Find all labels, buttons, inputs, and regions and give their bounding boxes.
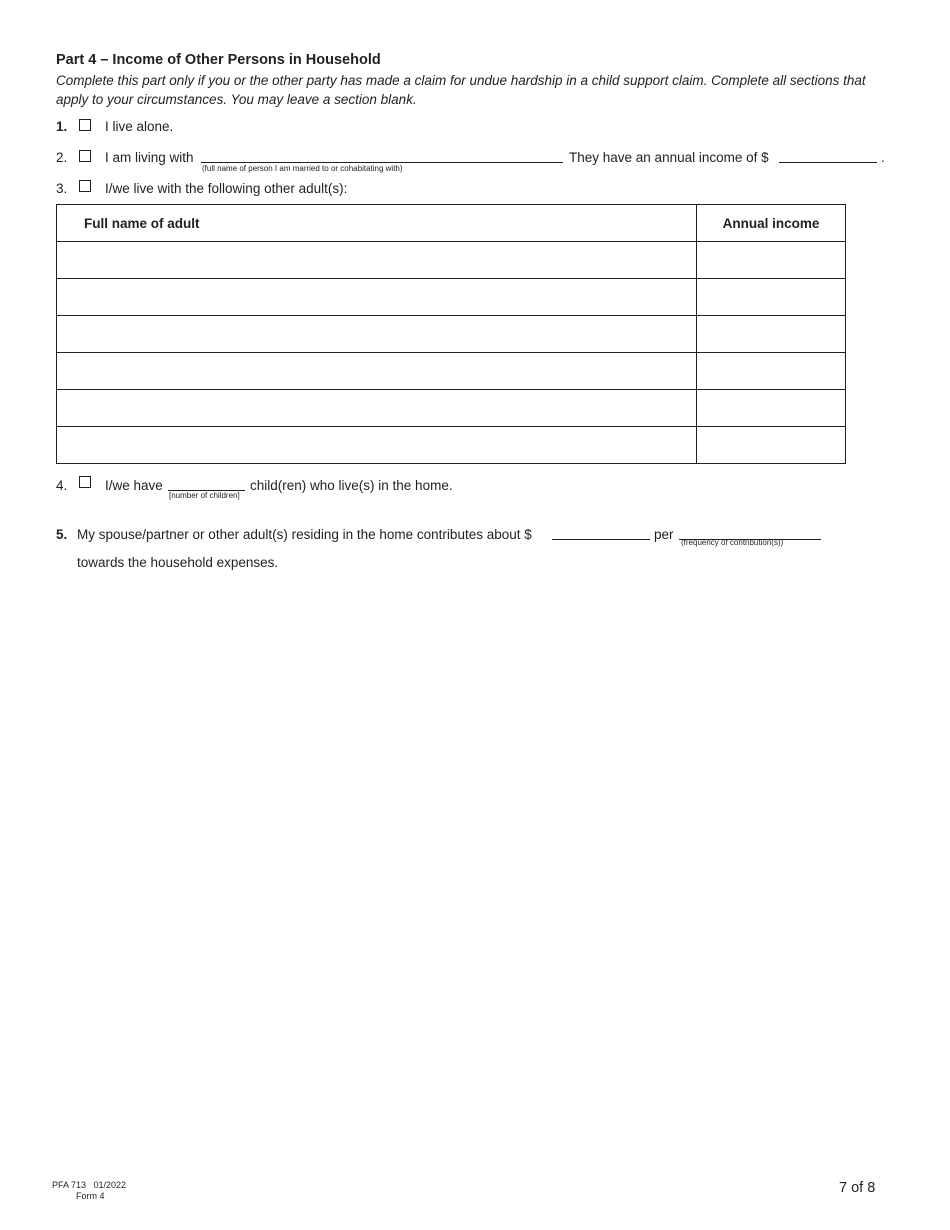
table-row xyxy=(57,390,846,427)
adult-income-cell[interactable] xyxy=(697,427,846,464)
item-1-label: I live alone. xyxy=(105,119,174,134)
header-annual-income: Annual income xyxy=(697,205,846,242)
item-1-number: 1. xyxy=(56,119,68,134)
adult-name-cell[interactable] xyxy=(57,316,697,353)
adult-name-cell[interactable] xyxy=(57,242,697,279)
item-3-checkbox[interactable] xyxy=(79,180,91,192)
item-3-number: 3. xyxy=(56,181,68,196)
adult-name-cell[interactable] xyxy=(57,427,697,464)
adult-income-cell[interactable] xyxy=(697,353,846,390)
cohabitant-income-field[interactable] xyxy=(779,162,877,163)
item-2-label: I am living with xyxy=(105,150,194,165)
table-row xyxy=(57,316,846,353)
page-number: 7 of 8 xyxy=(839,1180,876,1196)
table-header-row xyxy=(57,205,846,242)
item-2-period: . xyxy=(881,150,885,165)
form-name: Form 4 xyxy=(76,1191,105,1201)
adult-name-cell[interactable] xyxy=(57,353,697,390)
adult-income-cell[interactable] xyxy=(697,390,846,427)
item-1-checkbox[interactable] xyxy=(79,119,91,131)
number-of-children-hint: [number of children] xyxy=(169,491,240,500)
adult-income-cell[interactable] xyxy=(697,242,846,279)
adult-income-cell[interactable] xyxy=(697,316,846,353)
adult-income-cell[interactable] xyxy=(697,279,846,316)
header-full-name: Full name of adult xyxy=(57,205,697,242)
cohabitant-name-hint: (full name of person I am married to or cohabitating with) xyxy=(202,164,403,173)
table-row xyxy=(57,279,846,316)
adult-name-cell[interactable] xyxy=(57,279,697,316)
table-row xyxy=(57,242,846,279)
contribution-frequency-hint: (frequency of contribution(s)) xyxy=(681,538,784,547)
item-5-number: 5. xyxy=(56,527,68,542)
item-5-per: per xyxy=(654,527,674,542)
item-4-checkbox[interactable] xyxy=(79,476,91,488)
item-4-label: I/we have xyxy=(105,478,163,493)
adult-name-cell[interactable] xyxy=(57,390,697,427)
item-5-label-line2: towards the household expenses. xyxy=(77,555,279,570)
item-4-number: 4. xyxy=(56,478,68,493)
section-title: Part 4 – Income of Other Persons in Household xyxy=(56,52,381,68)
item-5-label: My spouse/partner or other adult(s) residing in the home contributes about $ xyxy=(77,527,532,542)
item-2-checkbox[interactable] xyxy=(79,150,91,162)
item-4-label-end: child(ren) who live(s) in the home. xyxy=(250,478,453,493)
section-instructions: Complete this part only if you or the other party has made a claim for undue hardship in a child support claim. Complete all sections that apply to your circumstances. You may leave a section blank. xyxy=(56,73,866,107)
table-row xyxy=(57,427,846,464)
item-2-number: 2. xyxy=(56,150,68,165)
item-2-income-label: They have an annual income of $ xyxy=(569,150,769,165)
item-3-label: I/we live with the following other adult(s): xyxy=(105,181,348,196)
cohabitant-name-field[interactable] xyxy=(201,162,563,163)
other-adults-table xyxy=(56,204,846,464)
table-row xyxy=(57,353,846,390)
contribution-amount-field[interactable] xyxy=(552,539,650,540)
form-code: PFA 713 01/2022 xyxy=(52,1180,127,1190)
